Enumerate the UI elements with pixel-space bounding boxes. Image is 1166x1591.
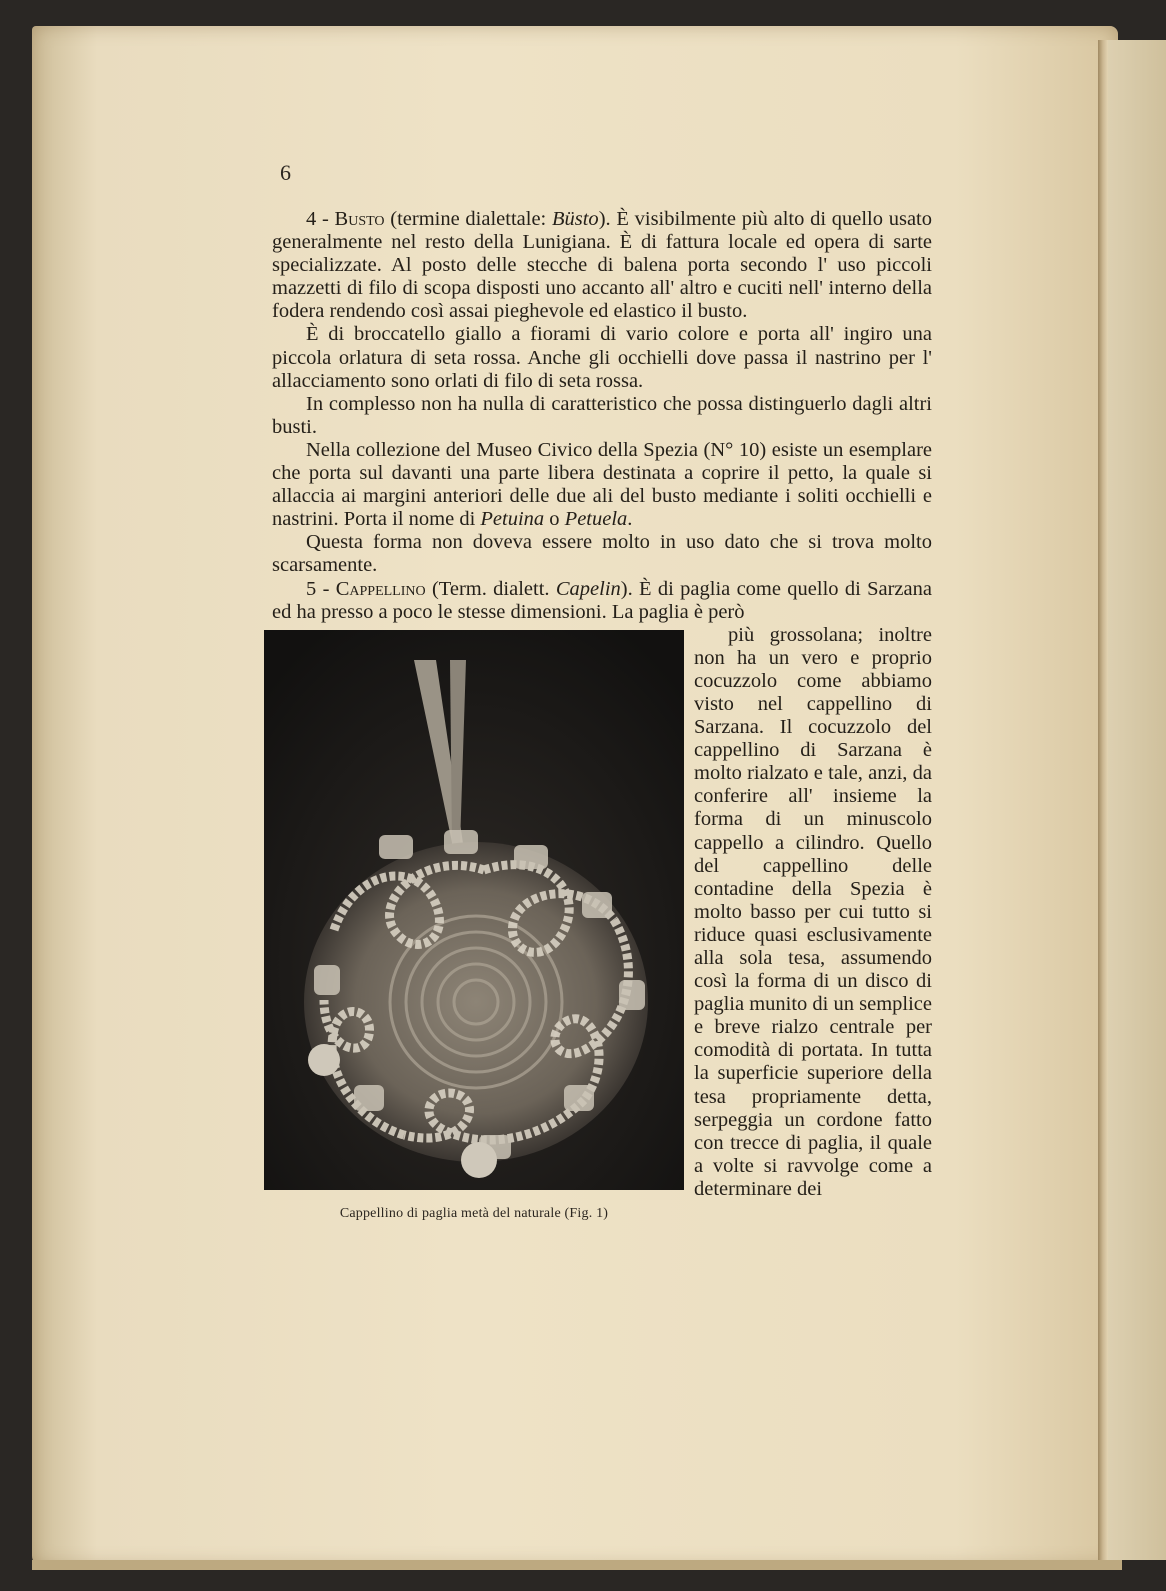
figure-1	[264, 630, 684, 1235]
paragraph-broccatello: È di broccatello giallo a fiorami di vario colore e porta all' ingiro una piccola orlatura di seta rossa. Anche gli occhielli dove passa il nastrino per l' allacciamento sono orlati di filo di seta rossa.	[272, 323, 932, 392]
paragraph-collezione: Nella collezione del Museo Civico della Spezia (N° 10) esiste un esemplare che porta sul davanti una parte libera destinata a coprire il petto, la quale si allaccia ai margini anteriori delle due ali del busto mediante i soliti occhielli e nastrini. Porta il nome di Petuina o Petuela.	[272, 438, 932, 531]
facing-page-edge	[1108, 40, 1166, 1560]
page-number: 6	[280, 160, 291, 185]
dialect-term: Büsto	[551, 208, 599, 230]
dialect-term-petuela: Petuela	[564, 508, 628, 531]
book-gutter	[1098, 40, 1108, 1560]
dialect-term-capelin: Capelin	[555, 577, 621, 600]
paragraph-complesso: In complesso non ha nulla di caratteristico che possa distinguerlo dagli altri busti.	[272, 392, 932, 438]
figure-caption: Cappellino di paglia metà del naturale (Fig. 1)	[339, 1205, 609, 1221]
section-title-busto: Busto	[334, 208, 385, 230]
section-title-cappellino: Cappellino	[335, 577, 426, 600]
paragraph-busto: 4 - Busto (termine dialettale: Büsto). È visibilmente più alto di quello usato generalmente nel resto della Lunigiana. È di fattura locale ed opera di sarte specializzate. Al posto delle stecche di balena porta secondo l' uso piccoli mazzetti di filo di scopa disposti uno accanto all' altro e cuciti nell' interno della fodera rendendo così assai pieghevole ed elastico il busto.	[272, 208, 933, 323]
paragraph-cappellino: 5 - Cappellino (Term. dialett. Capelin). È di paglia come quello di Sarzana ed ha presso a poco le stesse dimensioni. La paglia è però	[272, 577, 932, 623]
page-bottom-edge	[32, 1560, 1122, 1570]
straw-hat-photo	[264, 630, 684, 1190]
body-text	[272, 208, 932, 1235]
straw-hat-illustration	[264, 630, 684, 1190]
dialect-term-petuina: Petuina	[480, 508, 545, 531]
paragraph-forma: Questa forma non doveva essere molto in uso dato che si trova molto scarsamente.	[272, 531, 932, 577]
paragraph-cappellino-continued: più grossolana; inoltre non ha un vero e proprio cocuzzolo come abbiamo visto nel cappellino di Sarzana. Il cocuzzolo del cappellino di Sarzana è molto rialzato e tale, anzi, da conferire all' insieme la forma di un minuscolo cappello a cilindro. Quello del cappellino delle contadine della Spezia è molto basso per cui tutto si riduce quasi esclusivamente alla sola tesa, assumendo così la forma di un disco di paglia munito di un semplice e breve rialzo centrale per comodità di portata. In tutta la superficie superiore della tesa propriamente detta, serpeggia un cordone fatto con trecce di paglia, il quale a volte si ravvolge come a determinare dei	[694, 623, 932, 1200]
